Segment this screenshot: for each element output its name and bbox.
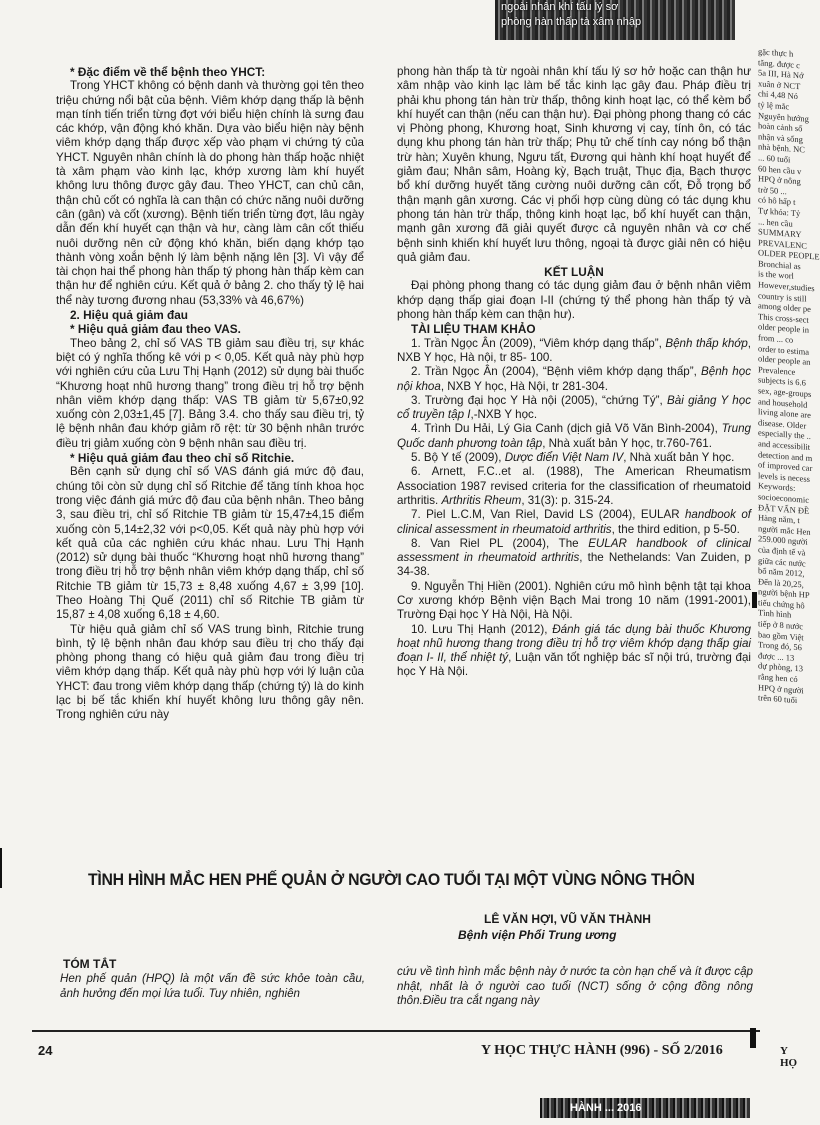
reference-text: 8. Van Riel PL (2004), The bbox=[411, 536, 589, 550]
bleed-line: and household bbox=[758, 395, 808, 410]
scan-artifact-bottom: HÀNH ... 2016 bbox=[540, 1098, 750, 1118]
bleed-line: chỉ 4,48 Nó bbox=[758, 88, 798, 102]
artifact-text-2: phòng hàn thấp tà xâm nhập bbox=[501, 16, 642, 28]
bleed-line: tăng. được c bbox=[758, 56, 800, 70]
reference-text: 6. Arnett, F.C..et al. (1988), The American Rheumatism Association 1987 revised criteria for the classification of rheumatoid arthritis. bbox=[397, 465, 751, 507]
article-authors: LÊ VĂN HỢI, VŨ VĂN THÀNH bbox=[484, 912, 651, 926]
bleed-line: levels is necess bbox=[758, 470, 810, 484]
bleed-line: được ... 13 bbox=[758, 650, 795, 663]
bleed-line: tỷ lệ mắc bbox=[758, 99, 790, 112]
bleed-line: tiếp ở 8 nước bbox=[758, 618, 803, 632]
bleed-line: 5a III, Hà Nớ bbox=[758, 67, 804, 81]
bleed-line: older people an bbox=[758, 353, 811, 368]
bleed-line: OLDER PEOPLE bbox=[758, 247, 820, 262]
scan-artifact-top bbox=[495, 0, 735, 40]
reference-title: Đánh giá tác dụng bài thuốc Khương hoạt nhũ hương thang trong điều trị hỗ trợ viêm khớp dạng thấp giai đoạn I- II, thể nhiệt tý bbox=[397, 622, 751, 665]
left-column bbox=[56, 65, 364, 723]
bleed-line: living alone are bbox=[758, 406, 811, 421]
reference-text: , NXB Y học, Hà Nội, tr 281-304. bbox=[440, 379, 608, 393]
bleed-line: Trong đó, 56 bbox=[758, 639, 802, 653]
reference-text: , Nhà xuất bản Y học, tr.760-761. bbox=[542, 436, 712, 450]
bleed-line: nhà bệnh. NC bbox=[758, 141, 805, 155]
bleed-line: Bronchial as bbox=[758, 258, 801, 272]
reference-item bbox=[397, 394, 751, 423]
reference-title: EULAR handbook of clinical assessment in rheumatoid arthritis bbox=[397, 536, 751, 565]
bleed-line: This cross-sect bbox=[758, 311, 809, 325]
reference-item bbox=[397, 337, 751, 366]
bleed-line: disease. Older bbox=[758, 417, 807, 431]
bleed-line: bao gồm Việt bbox=[758, 628, 804, 643]
reference-text: 9. Nguyễn Thị Hiền (2001). Nghiên cứu mô hình bệnh tật tại khoa Cơ xương khớp Bệnh viện Bạch Mai trong 10 năm (1991-2001), Trường Đại học Y Hà Nội, Hà Nội. bbox=[397, 579, 751, 622]
abstract-text-left: Hen phế quản (HPQ) là một vấn đề sức khỏe toàn cầu, ảnh hưởng đến mọi lứa tuổi. Tuy nhiên, nghiên bbox=[60, 972, 365, 1000]
reference-text: 2. Trần Ngọc Ân (2004), “Bệnh viêm khớp dạng thấp”, bbox=[411, 365, 702, 379]
section-heading: * Hiệu quả giảm đau theo chỉ số Ritchie. bbox=[70, 451, 295, 466]
bleed-line: detection and m bbox=[758, 448, 813, 463]
bleed-line: ... 60 tuổi bbox=[758, 152, 791, 165]
reference-text: , Luận văn tốt nghiệp bác sĩ nội trú, trường đại học Y Hà Nội. bbox=[397, 651, 751, 679]
margin-mark bbox=[752, 592, 757, 608]
page-number: 24 bbox=[38, 1043, 53, 1058]
footer-rule bbox=[32, 1030, 760, 1032]
bleed-line: among older pe bbox=[758, 300, 811, 315]
bleed-line: Hàng năm, t bbox=[758, 512, 800, 526]
reference-item bbox=[397, 508, 751, 537]
bleed-line: Tình hình bbox=[758, 607, 792, 621]
reference-text: , the third edition, p 5-50. bbox=[611, 522, 740, 536]
body-paragraph: phong hàn thấp tà từ ngoài nhân khí tấu lý sơ hở hoặc can thận hư xâm nhập vào kinh lạc làm bế tắc kinh lạc gây đau. Pháp điều trị phải khu phong tán hàn trừ thấp, thông kinh hoạt lạc, có thể kèm bổ khí huyết can thận (nếu can thận hư). Đại phòng phong thang có các vị Phòng phong, Khương hoạt, Sinh khương vị cay, tính ôn, có tác dụng khu phong tán hàn trừ thấp; Phụ tử chế tính cay nóng bổ thận trừ hàn; Xuyên khung, Ngưu tất, Đương qui hành khí hoạt huyết để giảm đau; Nhân sâm, Hoàng kỳ, Bạch truật, Thục địa, Bạch thược bổ khí dưỡng huyết tăng cường nuôi dưỡng cân cốt, Đỗ trọng bổ thận mạnh gân xương. Các vị phối hợp cùng dùng có tác dụng khu phong tán hàn trừ thấp, thông kinh hoạt lạc, bổ khí huyết can thận, mạnh gân xương đã giải quyết được cả nguyên nhân và cơ chế bệnh sinh khiến khí huyết lưu thông, ngoại tà được giải nên có hiệu quả giảm đau. bbox=[397, 65, 751, 264]
bleed-line: PREVALENC bbox=[758, 236, 807, 251]
right-column bbox=[397, 65, 751, 680]
reference-title: Dược điển Việt Nam IV bbox=[504, 451, 624, 465]
bleed-line: xuân ở NCT bbox=[758, 78, 801, 92]
reference-text: 5. Bộ Y tế (2009), bbox=[411, 451, 505, 465]
bleed-line: Prevalence bbox=[758, 364, 796, 377]
artifact-text-1: ngoài nhân khí tấu lý sơ bbox=[501, 1, 619, 13]
bleed-line: bổ năm 2012, bbox=[758, 565, 805, 579]
reference-text: , 31(3): p. 315-24. bbox=[521, 493, 614, 507]
bleed-line: order to estima bbox=[758, 342, 809, 357]
bleed-line: HPQ ở nông bbox=[758, 173, 801, 187]
body-paragraph: Trong YHCT không có bệnh danh và thường gọi tên theo triệu chứng nổi bật của bệnh. Viêm khớp dạng thấp là bệnh mạn tính tiến triển từng đợt với biểu hiện chính là sưng đau các khớp, vận động khó khăn. Dựa vào biểu hiện này bệnh viêm khớp dạng thấp được xếp vào phạm vi chứng tý của YHCT. Nguyên nhân chính là do phong hàn thấp hoặc nhiệt tà xâm phạm vào kinh lạc, khớp xương làm khí huyết không lưu thông được gây đau. Theo YHCT, can chủ cân, thận chủ cốt có nghĩa là can thận có chức năng nuôi dưỡng cân (gân) và cốt (xương). Bệnh tiến triển từng đợt, lâu ngày dẫn đến khí huyết cạn thận và hư, càng làm cân cốt thiếu nuôi dưỡng nên cử động khó khăn, biến dạng khớp tạo thành vòng xoắn bệnh lý làm bệnh nặng lên [3]. Vì vậy để tài chọn hai thể phong hàn thấp tý phong hàn thấp kèm can thận hư để nghiên cứu. Kết quả ở bảng 2. cho thấy tỷ lệ hai thể này tương đương nhau (53,33% và 46,67%) bbox=[56, 79, 364, 307]
margin-mark bbox=[0, 848, 2, 888]
bleed-line: However,studies bbox=[758, 279, 815, 294]
bleed-line: SUMMARY bbox=[758, 226, 802, 240]
bleed-line: is the worl bbox=[758, 268, 794, 282]
bleed-line: 259.000 người bbox=[758, 533, 808, 548]
reference-text: , Nhà xuất bản Y học. bbox=[623, 451, 735, 465]
corner-text: Y HỌ bbox=[780, 1045, 798, 1069]
article-title: TÌNH HÌNH MẮC HEN PHẾ QUẢN Ở NGƯỜI CAO TUỔI TẠI MỘT VÙNG NÔNG THÔN bbox=[88, 870, 695, 889]
bleed-line: older people in bbox=[758, 321, 809, 336]
bleed-line: subjects is 6.6 bbox=[758, 374, 806, 389]
abstract-text-right: cứu về tình hình mắc bệnh này ở nước ta còn hạn chế và ít được cập nhật, nhất là ở người cao tuổi (NCT) sống ở cộng đồng nông thôn.Điều tra cắt ngang này bbox=[397, 965, 753, 1007]
body-paragraph: Đại phòng phong thang có tác dụng giảm đau ở bệnh nhân viêm khớp dạng thấp giai đoạn I-II (chứng tý thể phong hàn thấp tý và phong hàn thấp kèm can thận hư). bbox=[397, 279, 751, 322]
bleed-line: nhận và sống bbox=[758, 131, 803, 145]
bleed-line: hoàn cảnh số bbox=[758, 120, 803, 134]
article-affiliation: Bệnh viện Phổi Trung ương bbox=[458, 928, 617, 942]
margin-mark bbox=[750, 1028, 756, 1048]
reference-text: 10. Lưu Thị Hạnh (2012), bbox=[411, 622, 553, 636]
bleed-line: Nguyên hướng bbox=[758, 109, 809, 124]
abstract-heading: TÓM TẮT bbox=[63, 957, 117, 971]
bleed-line: from ... co bbox=[758, 332, 794, 345]
bleed-line: tiếu chứng hô bbox=[758, 597, 805, 611]
bleed-line: trên 60 tuổi bbox=[758, 692, 798, 706]
bleed-line: rằng hen có bbox=[758, 671, 798, 685]
reference-text: 4. Trình Du Hải, Lý Gia Canh (dịch giả Võ Văn Bình-2004), bbox=[411, 422, 722, 436]
reference-title: handbook of clinical assessment in rheumatoid arthritis bbox=[397, 508, 751, 536]
bleed-line: and accessibilit bbox=[758, 438, 811, 452]
bleed-line: socioeconomic bbox=[758, 491, 809, 505]
section-heading: KẾT LUẬN bbox=[544, 265, 604, 280]
reference-text: 7. Piel L.C.M, Van Riel, David LS (2004), EULAR bbox=[411, 508, 685, 522]
section-heading: TÀI LIỆU THAM KHẢO bbox=[411, 322, 536, 337]
section-heading: * Hiệu quả giảm đau theo VAS. bbox=[70, 322, 241, 337]
bleed-line: người bệnh HP bbox=[758, 586, 810, 601]
section-heading: 2. Hiệu quả giảm đau bbox=[70, 308, 188, 323]
bleed-line: của định tế và bbox=[758, 544, 806, 558]
bleed-line: Tự khóa: Tỷ bbox=[758, 205, 801, 219]
section-heading: * Đặc điểm về thể bệnh theo YHCT: bbox=[70, 65, 266, 79]
body-paragraph: Từ hiệu quả giảm chỉ số VAS trung bình, Ritchie trung bình, tỷ lệ bệnh nhân đau khớp sau điều trị cho thấy đại phòng phong thang có hiệu quả giảm đau trong điều trị viêm khớp dạng thấp. Kết quả này phù hợp với lý luận của YHCT: đau trong viêm khớp dạng thấp (chứng tý) là do kinh lạc bị bế tắc khiến khí huyết không lưu thông gây nên. Trong nghiên cứu này bbox=[56, 622, 364, 722]
reference-text: , the Nethelands: Van Zuiden, p 34-38. bbox=[397, 551, 751, 579]
reference-item bbox=[397, 365, 751, 394]
bleed-through-column bbox=[758, 46, 820, 1059]
bleed-line: especially the .. bbox=[758, 427, 811, 442]
bleed-line: 60 hen cầu v bbox=[758, 162, 802, 176]
reference-item bbox=[397, 422, 751, 451]
bleed-line: gặc thực h bbox=[758, 46, 794, 59]
reference-text: 3. Trường đại học Y Hà nội (2005), “chứng Tý”, bbox=[411, 393, 668, 407]
bleed-line: Keywords: bbox=[758, 480, 796, 494]
reference-item bbox=[397, 451, 751, 465]
reference-text: ,-NXB Y học. bbox=[470, 408, 538, 422]
reference-item bbox=[397, 623, 751, 680]
reference-item bbox=[397, 537, 751, 580]
reference-title: Bệnh thấp khớp bbox=[665, 336, 748, 350]
bleed-line: country is still bbox=[758, 289, 807, 304]
bleed-line: sex, age-groups bbox=[758, 385, 812, 400]
bleed-line: ĐẶT VẤN ĐỀ bbox=[758, 501, 810, 516]
reference-text: , NXB Y học, Hà nội, tr 85- 100. bbox=[397, 336, 751, 364]
reference-title: Trung Quốc danh phương toàn tập bbox=[397, 422, 751, 450]
reference-item bbox=[397, 465, 751, 508]
bleed-line: người mắc Hen bbox=[758, 523, 811, 537]
reference-text: 1. Trần Ngọc Ân (2009), “Viêm khớp dạng thấp”, bbox=[411, 336, 666, 350]
bleed-line: trờ 50 ... bbox=[758, 184, 787, 197]
reference-item bbox=[397, 580, 751, 623]
bleed-line: Đến là 20,25, bbox=[758, 575, 804, 590]
body-paragraph: Bên cạnh sử dụng chỉ số VAS đánh giá mức độ đau, chúng tôi còn sử dụng chỉ số Ritchie để tăng tính khoa học trong việc đánh giá mức độ đau của bệnh nhân. Theo bảng 3, sau điều trị, chỉ số Ritchie TB giảm từ 15,47±4,15 điểm xuống còn 5,14±2,32 với p<0,05. Kết quả này phù hợp với kết quả của các nghiên cứu khác nhau. Lưu Thị Hạnh (2012) sử dụng bài thuốc “Khương hoạt nhũ hương thang” trong điều trị hỗ trợ bệnh nhân viêm khớp dạng thấp, chỉ số Ritchie TB giảm từ 15,73 ± 8,48 xuống 4,67 ± 3,99 [10]. Theo Hoàng Thị Quế (2011) chỉ số Ritchie TB giảm từ 15,87 ± 4,08 xuống 6,18 ± 4,60. bbox=[56, 465, 364, 622]
bleed-line: dự phòng, 13 bbox=[758, 660, 803, 674]
bleed-line: có hô hấp t bbox=[758, 194, 796, 208]
reference-title: Bài giảng Y học cổ truyền tập I bbox=[397, 393, 751, 422]
reference-title: Arthritis Rheum bbox=[441, 493, 522, 507]
bleed-line: giữa các nước bbox=[758, 554, 806, 569]
body-paragraph: Theo bảng 2, chỉ số VAS TB giảm sau điều trị, sự khác biệt có ý nghĩa thống kê với p < 0,05. Kết quả này phù hợp với nghiên cứu của Lưu Thị Hạnh (2012) sử dụng bài thuốc “Khương hoạt nhũ hương thang” trong điều trị hỗ trợ bệnh nhân viêm khớp dạng thấp: VAS TB giảm từ 5,67±0,92 xuống còn 2,03±1,45 [7]. Bảng 3.4. cho thấy sau điều trị, tỷ lệ bệnh nhân đau khớp giảm rõ rệt: từ 30 bệnh nhân trước điều trị giảm xuống còn 9 bệnh nhân sau điều trị. bbox=[56, 336, 364, 450]
bleed-line: HPQ ở người bbox=[758, 681, 804, 696]
bleed-line: of improved car bbox=[758, 459, 813, 474]
reference-title: Bệnh học nội khoa bbox=[397, 365, 751, 393]
journal-footer: Y HỌC THỰC HÀNH (996) - SỐ 2/2016 bbox=[481, 1043, 723, 1058]
bleed-line: ... hen cầu bbox=[758, 215, 793, 229]
